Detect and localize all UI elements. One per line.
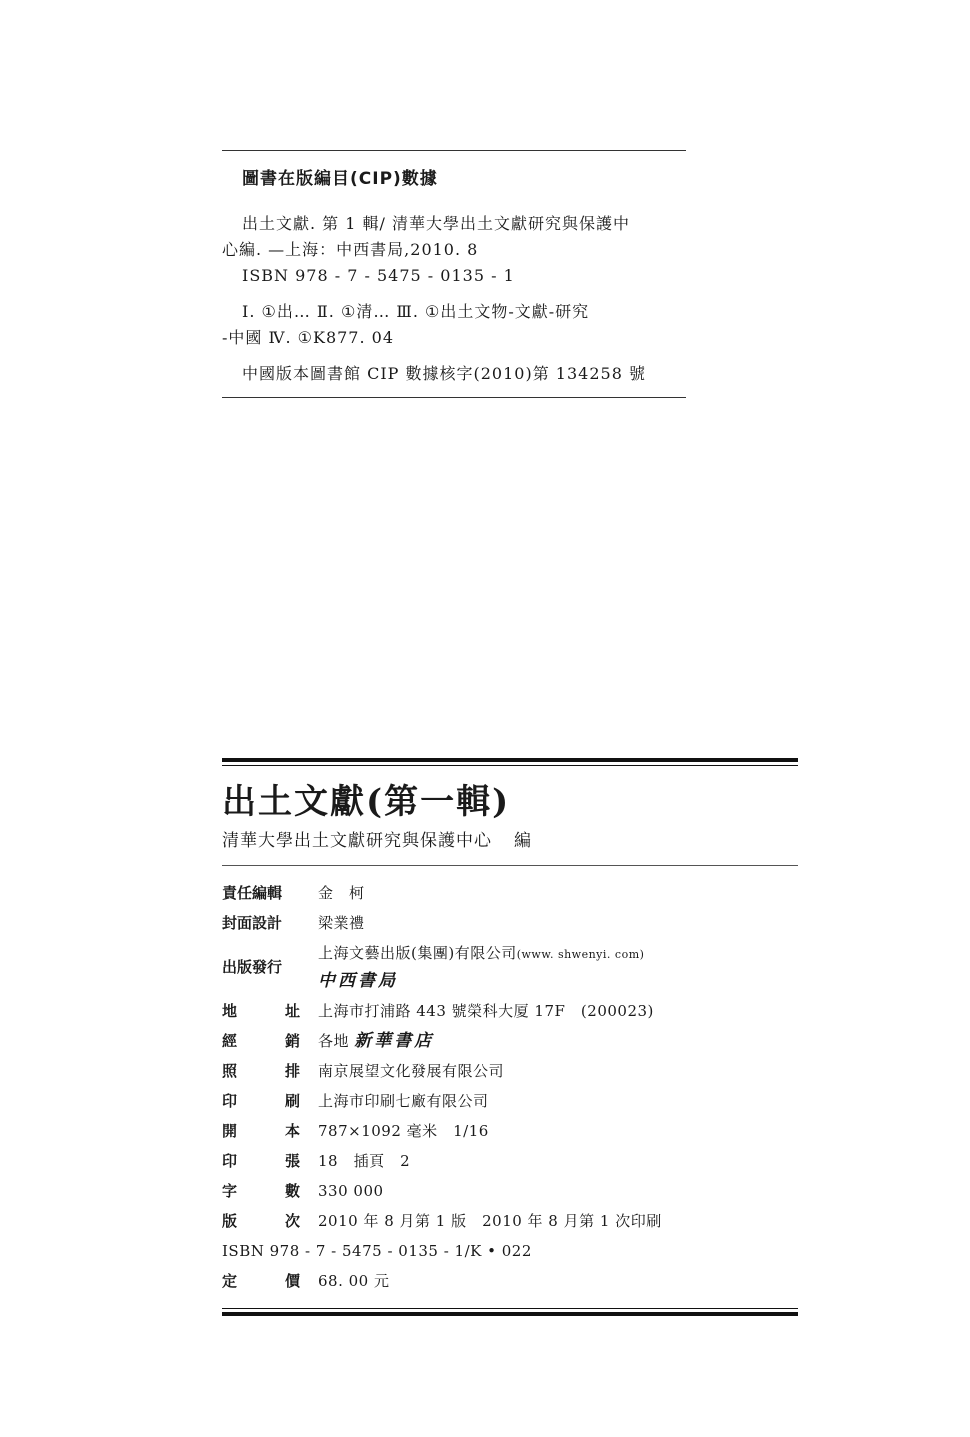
label-distribution-b: 銷 xyxy=(284,1032,300,1050)
row-words xyxy=(222,1176,798,1206)
label-edition-b: 次 xyxy=(284,1212,300,1230)
label-price-a: 定 xyxy=(222,1272,238,1290)
cip-classification-2: -中國 Ⅳ. ①K877. 04 xyxy=(222,328,395,347)
row-cover-design xyxy=(222,908,798,938)
colophon-top-hair-rule xyxy=(222,765,798,766)
label-address-a: 地 xyxy=(222,1002,238,1020)
label-editor-in-charge: 責任編輯 xyxy=(222,884,283,902)
label-price xyxy=(222,1266,300,1296)
cip-top-rule xyxy=(222,150,686,151)
cip-block xyxy=(222,150,686,398)
row-editor-in-charge xyxy=(222,878,798,908)
publisher-url: (www. shwenyi. com) xyxy=(516,948,645,961)
label-typesetting-a: 照 xyxy=(222,1062,238,1080)
label-edition xyxy=(222,1206,300,1236)
value-address: 上海市打浦路 443 號榮科大厦 17F (200023) xyxy=(318,1002,654,1020)
colophon xyxy=(222,758,798,1316)
value-distribution xyxy=(318,1026,434,1056)
cip-isbn: ISBN 978 - 7 - 5475 - 0135 - 1 xyxy=(242,266,515,285)
row-publisher xyxy=(222,938,798,996)
cip-heading: 圖書在版編目(CIP)數據 xyxy=(242,169,438,189)
value-cover-design: 梁業禮 xyxy=(318,914,365,932)
cip-record-number: 中國版本圖書館 CIP 數據核字(2010)第 134258 號 xyxy=(242,364,646,383)
label-words xyxy=(222,1176,300,1206)
editor-role: 編 xyxy=(514,831,532,851)
row-price xyxy=(222,1266,798,1296)
row-printing xyxy=(222,1086,798,1116)
label-format-a: 開 xyxy=(222,1122,238,1140)
colophon-bottom-thick-rule xyxy=(222,1312,798,1316)
label-price-b: 價 xyxy=(284,1272,300,1290)
value-editor-in-charge: 金 柯 xyxy=(318,884,365,902)
row-distribution xyxy=(222,1026,798,1056)
value-edition: 2010 年 8 月第 1 版 2010 年 8 月第 1 次印刷 xyxy=(318,1212,662,1230)
cip-classification-1: Ⅰ. ①出… Ⅱ. ①清… Ⅲ. ①出土文物-文獻-研究 xyxy=(242,302,590,321)
value-format: 787×1092 毫米 1/16 xyxy=(318,1122,489,1140)
label-distribution xyxy=(222,1026,300,1056)
label-typesetting-b: 排 xyxy=(284,1062,300,1080)
label-address-b: 址 xyxy=(284,1002,300,1020)
value-words: 330 000 xyxy=(318,1182,384,1200)
colophon-top-thick-rule xyxy=(222,758,798,762)
value-price: 68. 00 元 xyxy=(318,1272,390,1290)
value-typesetting: 南京展望文化發展有限公司 xyxy=(318,1062,505,1080)
label-publisher: 出版發行 xyxy=(222,958,283,976)
label-format-b: 本 xyxy=(284,1122,300,1140)
label-sheets-a: 印 xyxy=(222,1152,238,1170)
row-isbn xyxy=(222,1236,798,1266)
label-printing-a: 印 xyxy=(222,1092,238,1110)
row-edition xyxy=(222,1206,798,1236)
label-edition-a: 版 xyxy=(222,1212,238,1230)
book-title: 出土文獻(第一輯) xyxy=(222,782,511,822)
value-sheets: 18 插頁 2 xyxy=(318,1152,411,1170)
colophon-bottom-rules xyxy=(222,1308,798,1316)
colophon-bottom-hair-rule xyxy=(222,1308,798,1309)
label-format xyxy=(222,1116,300,1146)
row-format xyxy=(222,1116,798,1146)
label-sheets-b: 張 xyxy=(284,1152,300,1170)
label-words-a: 字 xyxy=(222,1182,238,1200)
label-distribution-a: 經 xyxy=(222,1032,238,1050)
row-address xyxy=(222,996,798,1026)
publisher-name: 上海文藝出版(集團)有限公司 xyxy=(318,944,517,962)
cip-bottom-rule xyxy=(222,397,686,398)
row-sheets xyxy=(222,1146,798,1176)
label-cover-design: 封面設計 xyxy=(222,914,283,932)
isbn-full: ISBN 978 - 7 - 5475 - 0135 - 1/K • 022 xyxy=(222,1242,532,1260)
distribution-scope: 各地 xyxy=(318,1032,350,1050)
label-sheets xyxy=(222,1146,300,1176)
value-publisher xyxy=(318,938,644,994)
cip-line-1: 出土文獻. 第 1 輯/ 清華大學出土文獻研究與保護中 xyxy=(242,214,631,233)
colophon-divider xyxy=(222,865,798,866)
label-words-b: 數 xyxy=(284,1182,300,1200)
xinhua-bookstore-logo: 新華書店 xyxy=(354,1031,435,1051)
label-address xyxy=(222,996,300,1026)
editor-name: 清華大學出土文獻研究與保護中心 xyxy=(222,831,492,851)
cip-line-2: 心編. —上海：中西書局,2010. 8 xyxy=(222,240,479,259)
cip-body xyxy=(222,211,686,387)
label-printing-b: 刷 xyxy=(284,1092,300,1110)
publisher-imprint: 中西書局 xyxy=(318,971,398,991)
publication-info xyxy=(222,878,798,1296)
editor-line xyxy=(222,826,798,851)
value-printing: 上海市印刷七廠有限公司 xyxy=(318,1092,489,1110)
label-typesetting xyxy=(222,1056,300,1086)
label-printing xyxy=(222,1086,300,1116)
row-typesetting xyxy=(222,1056,798,1086)
